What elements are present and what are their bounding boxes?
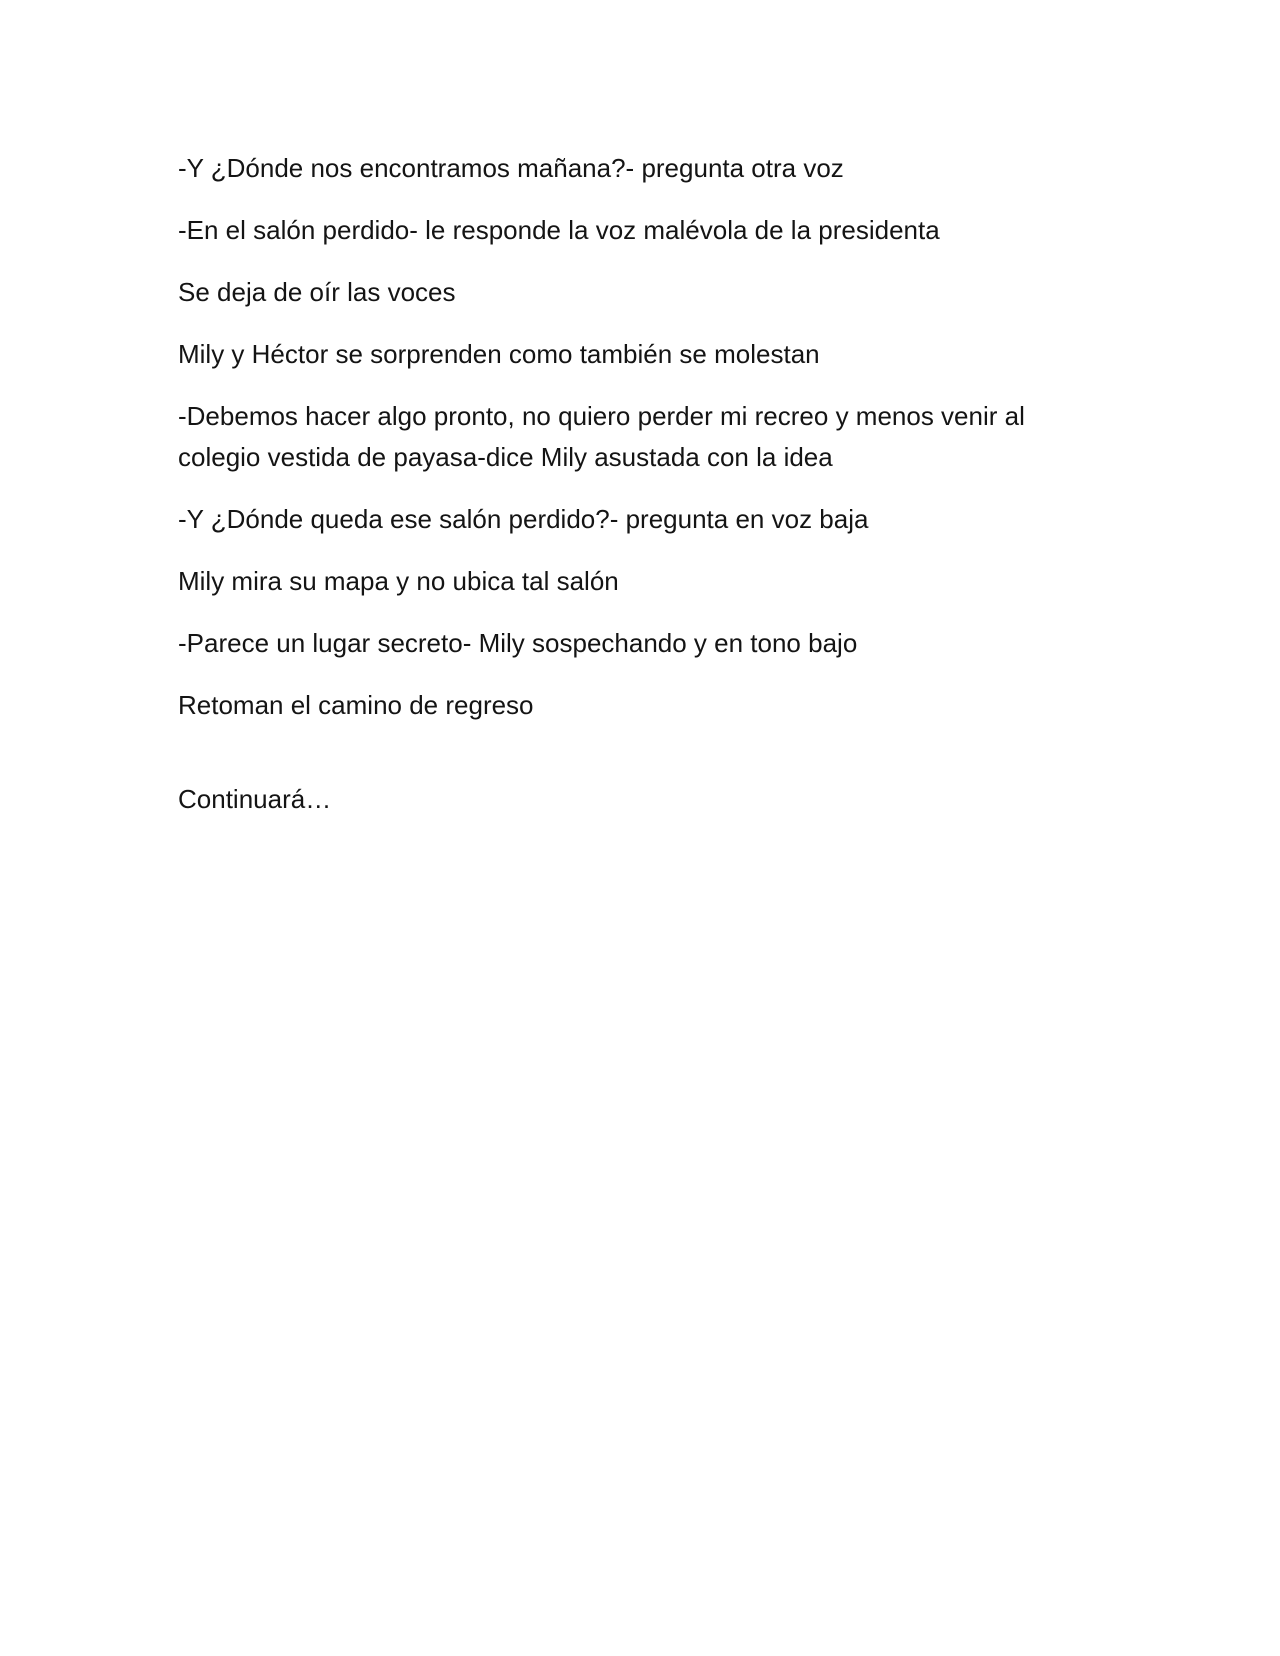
paragraph-1: -Y ¿Dónde nos encontramos mañana?- pregunta otra voz [178, 153, 844, 183]
paragraph-9: Retoman el camino de regreso [178, 690, 534, 720]
paragraph-8: -Parece un lugar secreto- Mily sospechando y en tono bajo [178, 628, 858, 658]
paragraph-3: Se deja de oír las voces [178, 277, 456, 307]
paragraph-7: Mily mira su mapa y no ubica tal salón [178, 566, 619, 596]
paragraph-4: Mily y Héctor se sorprenden como también se molestan [178, 339, 820, 369]
paragraph-2: -En el salón perdido- le responde la voz malévola de la presidenta [178, 215, 940, 245]
document-body [178, 148, 1098, 841]
closing-text: Continuará… [178, 784, 332, 814]
paragraph-5: -Debemos hacer algo pronto, no quiero perder mi recreo y menos venir al colegio vestida de payasa-dice Mily asustada con la idea [178, 401, 1025, 472]
paragraph-6: -Y ¿Dónde queda ese salón perdido?- pregunta en voz baja [178, 504, 869, 534]
